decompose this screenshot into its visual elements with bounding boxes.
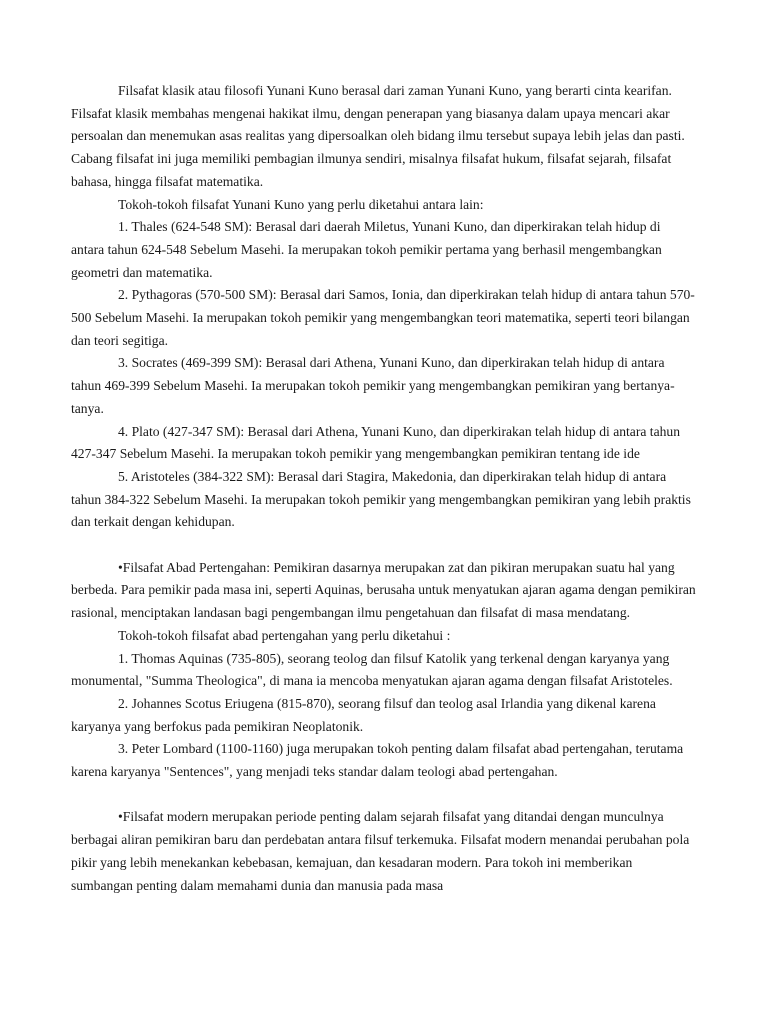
list-item-plato: 4. Plato (427-347 SM): Berasal dari Athena, Yunani Kuno, dan diperkirakan telah hidup di antara tahun 427-347 Sebelum Masehi. Ia merupakan tokoh pemikir yang mengembangkan pemikiran tentang ide ide [71,423,680,462]
paragraph-medieval-figures-intro: Tokoh-tokoh filsafat abad pertengahan yang perlu diketahui : [118,627,451,643]
blank-line [71,784,697,807]
list-item-pythagoras: 2. Pythagoras (570-500 SM): Berasal dari Samos, Ionia, dan diperkirakan telah hidup di antara tahun 570-500 Sebelum Masehi. Ia merupakan tokoh pemikir yang mengembangkan teori matematika, seperti teori bilangan dan teori segitiga. [71,287,695,348]
paragraph-modern-intro: •Filsafat modern merupakan periode penting dalam sejarah filsafat yang ditandai dengan munculnya berbagai aliran pemikiran baru dan perdebatan antara filsuf terkemuka. Filsafat modern menandai perubahan pola pikir yang lebih menekankan kebebasan, kemajuan, dan kesadaran modern. Para tokoh ini memberikan sumbangan penting dalam memahami dunia dan manusia pada masa [71,809,690,893]
list-item-socrates: 3. Socrates (469-399 SM): Berasal dari Athena, Yunani Kuno, dan diperkirakan telah hidup di antara tahun 469-399 Sebelum Masehi. Ia merupakan tokoh pemikir yang mengembangkan pemikiran yang bertanya-tanya. [71,355,675,416]
paragraph-medieval-intro: •Filsafat Abad Pertengahan: Pemikiran dasarnya merupakan zat dan pikiran merupakan suatu hal yang berbeda. Para pemikir pada masa ini, seperti Aquinas, berusaha untuk menyatukan ajaran agama dengan pemikiran rasional, menciptakan landasan bagi pengembangan ilmu pengetahuan dan filsafat di masa mendatang. [71,559,696,621]
paragraph-greek-figures-intro: Tokoh-tokoh filsafat Yunani Kuno yang perlu diketahui antara lain: [118,196,484,212]
document-page [71,80,697,897]
list-item-eriugena: 2. Johannes Scotus Eriugena (815-870), seorang filsuf dan teolog asal Irlandia yang dikenal karena karyanya yang berfokus pada pemikiran Neoplatonik. [71,695,656,734]
blank-line [71,534,697,557]
list-item-aristoteles: 5. Aristoteles (384-322 SM): Berasal dari Stagira, Makedonia, dan diperkirakan telah hidup di antara tahun 384-322 Sebelum Masehi. Ia merupakan tokoh pemikir yang mengembangkan pemikiran yang lebih praktis dan terkait dengan kehidupan. [71,468,691,530]
list-item-aquinas: 1. Thomas Aquinas (735-805), seorang teolog dan filsuf Katolik yang terkenal dengan karyanya yang monumental, "Summa Theologica", di mana ia mencoba menyatukan ajaran agama dengan filsafat Aristoteles. [71,650,673,689]
list-item-lombard: 3. Peter Lombard (1100-1160) juga merupakan tokoh penting dalam filsafat abad pertengahan, terutama karena karyanya "Sentences", yang menjadi teks standar dalam teologi abad pertengahan. [71,741,684,780]
list-item-thales: 1. Thales (624-548 SM): Berasal dari daerah Miletus, Yunani Kuno, dan diperkirakan telah hidup di antara tahun 624-548 Sebelum Masehi. Ia merupakan tokoh pemikir pertama yang berhasil mengembangkan geometri dan matematika. [71,219,662,280]
paragraph-classical-intro: Filsafat klasik atau filosofi Yunani Kuno berasal dari zaman Yunani Kuno, yang berarti cinta kearifan. Filsafat klasik membahas mengenai hakikat ilmu, dengan penerapan yang biasanya dalam upaya mencari akar persoalan dan menemukan asas realitas yang dipersoalkan oleh bidang ilmu tersebut supaya lebih jelas dan pasti. Cabang filsafat ini juga memiliki pembagian ilmunya sendiri, misalnya filsafat hukum, filsafat sejarah, filsafat bahasa, hingga filsafat matematika. [71,83,685,189]
